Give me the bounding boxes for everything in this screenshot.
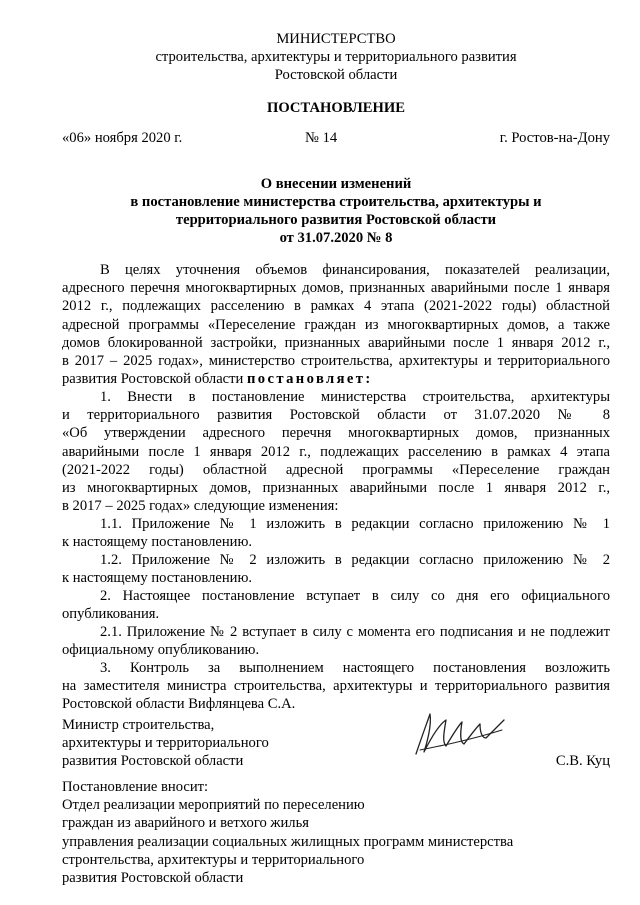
item-1-line: (2021-2022 годы) областной адресной программы «Переселение граждан — [62, 461, 610, 478]
item-1-line: «Об утверждении адресного перечня многоквартирных домов, признанных — [62, 425, 610, 442]
resolves-word: постановляет: — [246, 371, 373, 388]
preamble-line: В целях уточнения объемов финансирования, показателей реализации, — [100, 262, 610, 278]
title-line1: О внесении изменений — [260, 176, 412, 192]
document-date: «06» ноября 2020 г. — [62, 130, 183, 146]
item-3-line: на заместителя министра строительства, архитектуры и территориального развития — [62, 678, 610, 695]
date-number-place-row — [62, 129, 610, 148]
item-1-line: 1. Внести в постановление министерства строительства, архитектуры — [100, 389, 610, 405]
item-3-line: Ростовской области Вифлянцева С.А. — [62, 696, 296, 713]
preamble-line: адресной программы «Переселение граждан из многоквартирных домов, а также — [62, 316, 610, 333]
signatory-position-line: архитектуры и территориального — [62, 735, 269, 752]
item-1-2-line: к настоящему постановлению. — [62, 570, 253, 587]
item-2-1-line: 2.1. Приложение № 2 вступает в силу с момента его подписания и не подлежит — [100, 624, 610, 640]
signatory-position-line: развития Ростовской области — [62, 753, 244, 770]
title-line2: в постановление министерства строительства, архитектуры и — [130, 194, 542, 210]
item-1-2-paragraph — [62, 551, 610, 587]
item-3-line: 3. Контроль за выполнением настоящего постановления возложить — [100, 660, 610, 676]
preamble-line: домов блокированной застройки, признанных аварийными после 1 января 2012 г., — [62, 334, 610, 351]
submitted-by-label: Постановление вносит: — [62, 779, 209, 795]
signatory-name: С.В. Куц — [555, 753, 610, 769]
item-1-line: и территориального развития Ростовской области от 31.07.2020 № 8 — [62, 407, 610, 424]
item-3-paragraph — [62, 659, 610, 714]
submitted-by-line: управления реализации социальных жилищных программ министерства — [62, 833, 514, 850]
handwritten-signature — [410, 706, 510, 758]
signatory-position-line: Министр строительства, — [62, 717, 215, 733]
submitted-by-block — [62, 778, 610, 887]
item-1-line: в 2017 – 2025 годах» следующие изменения: — [62, 498, 339, 515]
submitted-by-line: развития Ростовской области — [62, 870, 244, 887]
title-line3: территориального развития Ростовской области — [175, 212, 497, 228]
submitted-by-line: Отдел реализации мероприятий по переселению — [62, 797, 365, 814]
item-1-2-line: 1.2. Приложение № 2 изложить в редакции согласно приложению № 2 — [100, 552, 610, 568]
preamble-last-line-text: развития Ростовской области — [62, 371, 247, 388]
document-number: № 14 — [305, 130, 338, 146]
signatory-position — [62, 716, 610, 771]
preamble-last-line — [62, 370, 610, 388]
item-1-line: из многоквартирных домов, признанных аварийными после 1 января 2012 г., — [62, 480, 610, 497]
title-line4: от 31.07.2020 № 8 — [279, 230, 393, 246]
item-2-1-paragraph — [62, 623, 610, 659]
document-place: г. Ростов-на-Дону — [499, 130, 610, 146]
item-2-line: 2. Настоящее постановление вступает в силу со дня его официального — [100, 588, 610, 604]
item-2-paragraph — [62, 587, 610, 623]
ministry-name-line3: Ростовской области — [274, 67, 398, 83]
item-1-1-line: к настоящему постановлению. — [62, 534, 253, 551]
item-2-line: опубликования. — [62, 606, 160, 623]
item-2-1-line: официальному опубликованию. — [62, 642, 260, 659]
item-1-1-paragraph — [62, 515, 610, 551]
item-1-line: аварийными после 1 января 2012 г., подлежащих расселению в рамках 4 этапа — [62, 443, 610, 460]
ministry-name-line1: МИНИСТЕРСТВО — [276, 31, 396, 47]
preamble-line: в 2017 – 2025 годах», министерство строительства, архитектуры и территориального — [62, 353, 610, 370]
submitted-by-line: стронтельства, архитектуры и территориального — [62, 851, 365, 868]
ministry-name-line2: строительства, архитектуры и территориального развития — [155, 49, 517, 65]
preamble-paragraph — [62, 261, 610, 388]
item-1-1-line: 1.1. Приложение № 1 изложить в редакции согласно приложению № 1 — [100, 516, 610, 532]
item-1-paragraph — [62, 388, 610, 515]
preamble-line: 2012 г., подлежащих расселению в рамках 4 этапа (2021-2022 годы) областной — [62, 298, 610, 315]
document-type: ПОСТАНОВЛЕНИЕ — [267, 100, 405, 116]
submitted-by-line: граждан из аварийного и ветхого жилья — [62, 815, 309, 832]
preamble-line: адресного перечня многоквартирных домов, признанных аварийными после 1 января — [62, 280, 610, 297]
